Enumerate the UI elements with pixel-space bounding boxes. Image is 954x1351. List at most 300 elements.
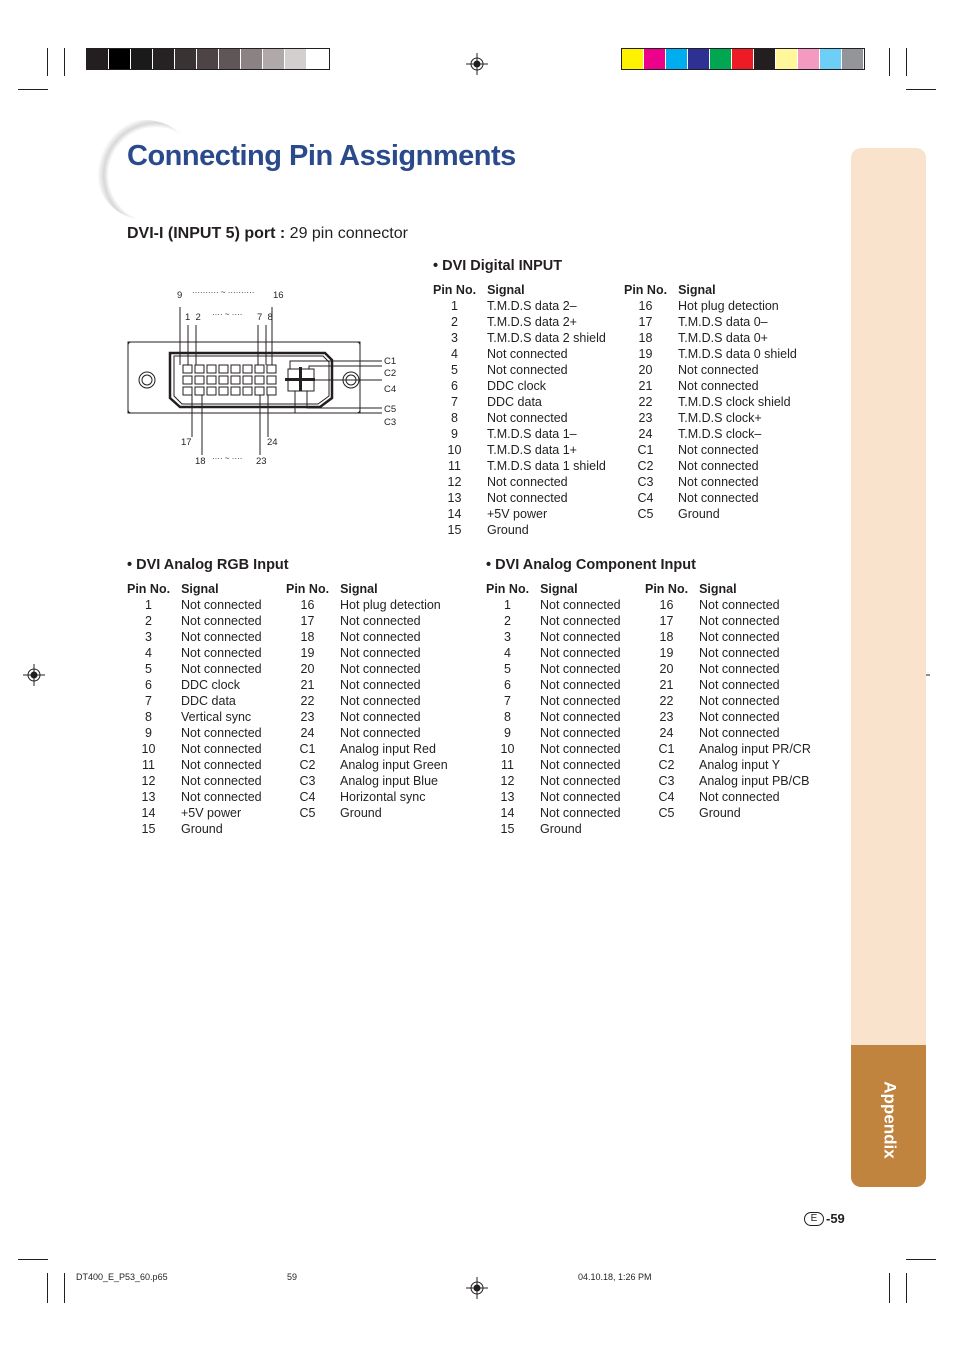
- crop-mark: [18, 89, 48, 90]
- signal-name: Not connected: [540, 710, 621, 724]
- signal-name: Not connected: [487, 363, 568, 377]
- pin-label-c4: C4: [384, 384, 397, 395]
- color-swatch: [241, 49, 263, 69]
- dvi-connector-diagram: [120, 285, 420, 475]
- table-row: [486, 645, 621, 661]
- signal-name: Not connected: [678, 379, 759, 393]
- table-row: [286, 693, 448, 709]
- pin-column-header: Pin No.: [645, 582, 689, 596]
- signal-column-header: Signal: [487, 283, 525, 297]
- color-swatch: [197, 49, 219, 69]
- table-row: [127, 741, 262, 757]
- rgb-table-right: [286, 581, 448, 821]
- table-row: [433, 442, 606, 458]
- table-header-row: [433, 282, 606, 298]
- signal-name: Not connected: [678, 475, 759, 489]
- signal-name: Not connected: [487, 475, 568, 489]
- signal-name: Not connected: [540, 758, 621, 772]
- pin-label-24: 24: [267, 437, 278, 448]
- pin-number: 18: [659, 630, 674, 644]
- table-row: [433, 378, 606, 394]
- process-color-bar: [621, 48, 865, 70]
- pin-label-17: 17: [181, 437, 192, 448]
- signal-name: Not connected: [487, 347, 568, 361]
- pin-number: 8: [145, 710, 152, 724]
- signal-name: Not connected: [540, 694, 621, 708]
- table-row: [645, 645, 811, 661]
- signal-name: Hot plug detection: [678, 299, 779, 313]
- pin-label-23: 23: [256, 456, 267, 467]
- pin-number: 12: [500, 774, 515, 788]
- page-title: Connecting Pin Assignments: [127, 140, 516, 172]
- pin-number: 24: [659, 726, 674, 740]
- table-row: [127, 693, 262, 709]
- signal-column-header: Signal: [340, 582, 378, 596]
- signal-name: Analog input Y: [699, 758, 781, 772]
- connector-pin: [243, 365, 252, 373]
- connector-pin: [231, 387, 240, 395]
- pin-number: 2: [504, 614, 511, 628]
- pin-column-header: Pin No.: [286, 582, 330, 596]
- pin-number: 16: [638, 299, 653, 313]
- table-header-row: [486, 581, 621, 597]
- pin-number: C1: [299, 742, 316, 756]
- color-swatch: [798, 49, 820, 69]
- color-swatch: [263, 49, 285, 69]
- connector-pin: [255, 365, 264, 373]
- table-row: [286, 789, 448, 805]
- signal-name: Horizontal sync: [340, 790, 426, 804]
- signal-name: Analog input Green: [340, 758, 448, 772]
- table-row: [624, 506, 797, 522]
- table-row: [286, 613, 448, 629]
- connector-pin: [183, 365, 192, 373]
- pin-number: 11: [448, 459, 461, 473]
- pin-number: 13: [447, 491, 462, 505]
- pin-number: C3: [658, 774, 675, 788]
- signal-name: Not connected: [678, 443, 759, 457]
- pin-number: 22: [659, 694, 674, 708]
- table-row: [433, 394, 606, 410]
- table-row: [645, 661, 811, 677]
- component-table-right: [645, 581, 811, 821]
- signal-name: +5V power: [487, 507, 548, 521]
- page-number-value: -59: [826, 1211, 845, 1226]
- signal-name: Not connected: [699, 790, 780, 804]
- pin-column-header: Pin No.: [624, 283, 668, 297]
- table-row: [286, 597, 448, 613]
- signal-name: T.M.D.S data 2–: [487, 299, 577, 313]
- signal-name: DDC clock: [487, 379, 547, 393]
- color-swatch: [87, 49, 109, 69]
- signal-name: Not connected: [181, 742, 262, 756]
- table-row: [286, 677, 448, 693]
- pin-label-16: 16: [273, 290, 284, 301]
- signal-name: Not connected: [699, 630, 780, 644]
- pin-number: 16: [300, 598, 315, 612]
- pin-column-header: Pin No.: [127, 582, 171, 596]
- connector-pin: [195, 376, 204, 384]
- signal-name: Not connected: [340, 614, 421, 628]
- table-row: [127, 757, 262, 773]
- connector-pin: [243, 376, 252, 384]
- registration-mark-icon: [466, 53, 488, 75]
- table-row: [624, 298, 797, 314]
- signal-name: Not connected: [340, 678, 421, 692]
- table-row: [624, 330, 797, 346]
- signal-name: Not connected: [181, 790, 262, 804]
- signal-name: Not connected: [540, 726, 621, 740]
- color-swatch: [109, 49, 131, 69]
- crop-mark: [47, 48, 48, 76]
- pin-number: 20: [300, 662, 315, 676]
- crop-mark: [906, 1259, 936, 1260]
- pin-label-1-2: 1 2: [185, 312, 201, 323]
- table-row: [645, 709, 811, 725]
- pin-number: 15: [141, 822, 156, 836]
- pin-range-dots: ·········· ~ ··········: [192, 288, 255, 297]
- connector-pin: [195, 387, 204, 395]
- pin-number: 9: [451, 427, 458, 441]
- signal-name: Not connected: [540, 662, 621, 676]
- crop-mark: [889, 1273, 890, 1303]
- table-header-row: [127, 581, 262, 597]
- pin-number: C5: [658, 806, 675, 820]
- pin-number: 1: [504, 598, 511, 612]
- table-row: [433, 362, 606, 378]
- table-row: [645, 725, 811, 741]
- table-row: [127, 709, 262, 725]
- pin-number: C2: [637, 459, 654, 473]
- color-swatch: [307, 49, 329, 69]
- pin-label-c1: C1: [384, 356, 397, 367]
- pin-number: C4: [658, 790, 675, 804]
- pin-number: 3: [451, 331, 458, 345]
- connector-pin: [231, 365, 240, 373]
- color-swatch: [175, 49, 197, 69]
- signal-name: Not connected: [540, 630, 621, 644]
- signal-name: Not connected: [540, 742, 621, 756]
- connector-pin: [207, 365, 216, 373]
- pin-number: 14: [447, 507, 462, 521]
- signal-name: Analog input Blue: [340, 774, 438, 788]
- pin-number: 9: [145, 726, 152, 740]
- table-row: [624, 378, 797, 394]
- table-row: [624, 410, 797, 426]
- table-row: [286, 629, 448, 645]
- signal-name: Not connected: [699, 662, 780, 676]
- pin-label-c3: C3: [384, 417, 397, 428]
- analog-component-heading: • DVI Analog Component Input: [486, 557, 696, 573]
- digital-table-left: [433, 282, 606, 538]
- table-row: [486, 677, 621, 693]
- pin-number: C2: [658, 758, 675, 772]
- pin-number: 2: [451, 315, 458, 329]
- table-row: [127, 645, 262, 661]
- color-swatch: [285, 49, 307, 69]
- table-row: [286, 773, 448, 789]
- table-row: [486, 821, 621, 837]
- table-row: [486, 789, 621, 805]
- crop-mark: [47, 1273, 48, 1303]
- signal-name: Analog input PB/CB: [699, 774, 810, 788]
- pin-number: 20: [659, 662, 674, 676]
- pin-number: 7: [145, 694, 152, 708]
- table-row: [433, 458, 606, 474]
- table-row: [645, 773, 811, 789]
- pin-number: 23: [300, 710, 315, 724]
- signal-name: T.M.D.S data 0–: [678, 315, 768, 329]
- pin-number: 7: [451, 395, 458, 409]
- table-row: [286, 757, 448, 773]
- pin-number: 8: [504, 710, 511, 724]
- signal-name: Not connected: [699, 710, 780, 724]
- table-row: [127, 789, 262, 805]
- connector-pin: [207, 387, 216, 395]
- signal-name: Not connected: [678, 363, 759, 377]
- signal-name: Ground: [540, 822, 582, 836]
- pin-label-c5: C5: [384, 404, 397, 415]
- signal-name: Not connected: [340, 726, 421, 740]
- pin-number: 17: [300, 614, 315, 628]
- connector-pin: [219, 387, 228, 395]
- connector-pin: [231, 376, 240, 384]
- table-row: [645, 597, 811, 613]
- table-header-row: [645, 581, 811, 597]
- pin-number: 19: [659, 646, 674, 660]
- table-row: [645, 789, 811, 805]
- pin-number: 22: [300, 694, 315, 708]
- connector-pin: [243, 387, 252, 395]
- pin-number: 13: [500, 790, 515, 804]
- table-row: [486, 741, 621, 757]
- pin-number: 10: [447, 443, 462, 457]
- connector-pin: [183, 376, 192, 384]
- crop-mark: [64, 1273, 65, 1303]
- pin-label-7-8: 7 8: [257, 312, 273, 323]
- signal-name: Not connected: [699, 614, 780, 628]
- pin-number: 19: [638, 347, 653, 361]
- signal-name: Not connected: [540, 806, 621, 820]
- table-row: [486, 805, 621, 821]
- page-number: [804, 1211, 845, 1226]
- pin-number: 1: [145, 598, 152, 612]
- color-swatch: [754, 49, 776, 69]
- pin-number: 12: [141, 774, 156, 788]
- digital-input-heading: • DVI Digital INPUT: [433, 258, 563, 274]
- table-row: [433, 410, 606, 426]
- table-row: [486, 597, 621, 613]
- pin-number: C3: [299, 774, 316, 788]
- signal-column-header: Signal: [540, 582, 578, 596]
- color-swatch: [732, 49, 754, 69]
- pin-number: 15: [447, 523, 462, 537]
- signal-name: Not connected: [181, 758, 262, 772]
- color-swatch: [820, 49, 842, 69]
- signal-name: Not connected: [181, 726, 262, 740]
- table-row: [127, 773, 262, 789]
- signal-name: Analog input PR/CR: [699, 742, 811, 756]
- digital-table-right: [624, 282, 797, 522]
- connector-pin: [267, 365, 276, 373]
- table-row: [127, 597, 262, 613]
- pin-number: 17: [638, 315, 653, 329]
- signal-name: Not connected: [340, 630, 421, 644]
- pin-number: 24: [300, 726, 315, 740]
- table-row: [127, 629, 262, 645]
- table-row: [486, 709, 621, 725]
- appendix-tab-label: Appendix: [881, 1081, 901, 1159]
- connector-pin: [183, 387, 192, 395]
- signal-name: Not connected: [699, 678, 780, 692]
- signal-name: Analog input Red: [340, 742, 436, 756]
- pin-number: C4: [299, 790, 316, 804]
- table-row: [127, 725, 262, 741]
- signal-name: Not connected: [678, 459, 759, 473]
- pin-range-dots: ···· ~ ····: [212, 454, 243, 463]
- table-row: [486, 613, 621, 629]
- signal-name: T.M.D.S data 2+: [487, 315, 577, 329]
- pin-number: 14: [141, 806, 156, 820]
- pin-number: 19: [300, 646, 315, 660]
- table-row: [645, 693, 811, 709]
- connector-pin: [219, 376, 228, 384]
- footer-page: 59: [287, 1272, 298, 1282]
- table-row: [433, 346, 606, 362]
- signal-name: Not connected: [678, 491, 759, 505]
- table-header-row: [624, 282, 797, 298]
- signal-name: Vertical sync: [181, 710, 252, 724]
- signal-name: Not connected: [540, 774, 621, 788]
- crop-mark: [906, 1273, 907, 1303]
- pin-number: 6: [145, 678, 152, 692]
- component-table-left: [486, 581, 621, 837]
- signal-name: Not connected: [181, 662, 262, 676]
- footer-filename: DT400_E_P53_60.p65: [76, 1272, 168, 1282]
- signal-name: T.M.D.S data 0 shield: [678, 347, 797, 361]
- signal-name: Hot plug detection: [340, 598, 441, 612]
- pin-number: 2: [145, 614, 152, 628]
- pin-number: 11: [142, 758, 155, 772]
- pin-number: 8: [451, 411, 458, 425]
- port-subtitle: DVI-I (INPUT 5) port : 29 pin connector: [127, 225, 408, 242]
- pin-number: 18: [638, 331, 653, 345]
- table-row: [433, 490, 606, 506]
- signal-name: T.M.D.S data 0+: [678, 331, 768, 345]
- signal-column-header: Signal: [699, 582, 737, 596]
- footer-date: 04.10.18, 1:26 PM: [578, 1272, 652, 1282]
- color-swatch: [710, 49, 732, 69]
- signal-name: Not connected: [181, 774, 262, 788]
- signal-name: Not connected: [340, 646, 421, 660]
- signal-name: Not connected: [540, 790, 621, 804]
- grey-color-bar: [86, 48, 330, 70]
- table-row: [624, 442, 797, 458]
- table-row: [127, 677, 262, 693]
- pin-grid: [183, 365, 276, 395]
- pin-number: 4: [145, 646, 152, 660]
- pin-number: C1: [658, 742, 675, 756]
- connector-pin: [255, 387, 264, 395]
- signal-column-header: Signal: [678, 283, 716, 297]
- signal-name: DDC data: [181, 694, 236, 708]
- signal-name: T.M.D.S clock shield: [678, 395, 791, 409]
- signal-name: DDC clock: [181, 678, 241, 692]
- signal-name: T.M.D.S clock+: [678, 411, 762, 425]
- table-row: [286, 725, 448, 741]
- signal-name: Not connected: [340, 710, 421, 724]
- table-row: [624, 458, 797, 474]
- signal-name: T.M.D.S data 1–: [487, 427, 577, 441]
- rgb-table-left: [127, 581, 262, 837]
- signal-name: Ground: [181, 822, 223, 836]
- crop-mark: [906, 48, 907, 76]
- table-row: [486, 661, 621, 677]
- pin-number: 12: [447, 475, 462, 489]
- signal-name: Not connected: [540, 598, 621, 612]
- registration-mark-icon: [466, 1277, 488, 1299]
- pin-number: 23: [638, 411, 653, 425]
- table-row: [486, 629, 621, 645]
- pin-number: 11: [501, 758, 514, 772]
- crop-mark: [906, 89, 936, 90]
- signal-name: Not connected: [699, 646, 780, 660]
- table-row: [433, 330, 606, 346]
- pin-number: 16: [659, 598, 674, 612]
- signal-name: Ground: [678, 507, 720, 521]
- pin-number: 3: [504, 630, 511, 644]
- pin-number: C5: [637, 507, 654, 521]
- connector-pin: [267, 376, 276, 384]
- table-row: [624, 346, 797, 362]
- table-row: [433, 522, 606, 538]
- color-swatch: [666, 49, 688, 69]
- signal-name: Not connected: [540, 678, 621, 692]
- table-row: [624, 490, 797, 506]
- pin-number: C2: [299, 758, 316, 772]
- crop-mark: [18, 1259, 48, 1260]
- page-letter-badge: E: [804, 1212, 824, 1226]
- table-row: [286, 661, 448, 677]
- registration-mark-icon: [23, 664, 45, 686]
- signal-name: Not connected: [699, 726, 780, 740]
- table-row: [645, 757, 811, 773]
- table-header-row: [286, 581, 448, 597]
- side-tab-background: [851, 148, 926, 1045]
- pin-label-18: 18: [195, 456, 206, 467]
- pin-number: 14: [500, 806, 515, 820]
- pin-column-header: Pin No.: [433, 283, 477, 297]
- signal-name: Ground: [487, 523, 529, 537]
- signal-name: T.M.D.S data 1+: [487, 443, 577, 457]
- table-row: [433, 314, 606, 330]
- pin-number: 3: [145, 630, 152, 644]
- pin-number: 22: [638, 395, 653, 409]
- pin-number: 21: [638, 379, 653, 393]
- pin-number: C1: [637, 443, 654, 457]
- connector-pin: [195, 365, 204, 373]
- table-row: [286, 741, 448, 757]
- table-row: [645, 741, 811, 757]
- pin-number: 4: [504, 646, 511, 660]
- pin-number: 5: [145, 662, 152, 676]
- table-row: [286, 805, 448, 821]
- signal-name: Not connected: [540, 646, 621, 660]
- pin-number: 5: [504, 662, 511, 676]
- signal-name: T.M.D.S data 2 shield: [487, 331, 606, 345]
- table-row: [433, 426, 606, 442]
- color-swatch: [688, 49, 710, 69]
